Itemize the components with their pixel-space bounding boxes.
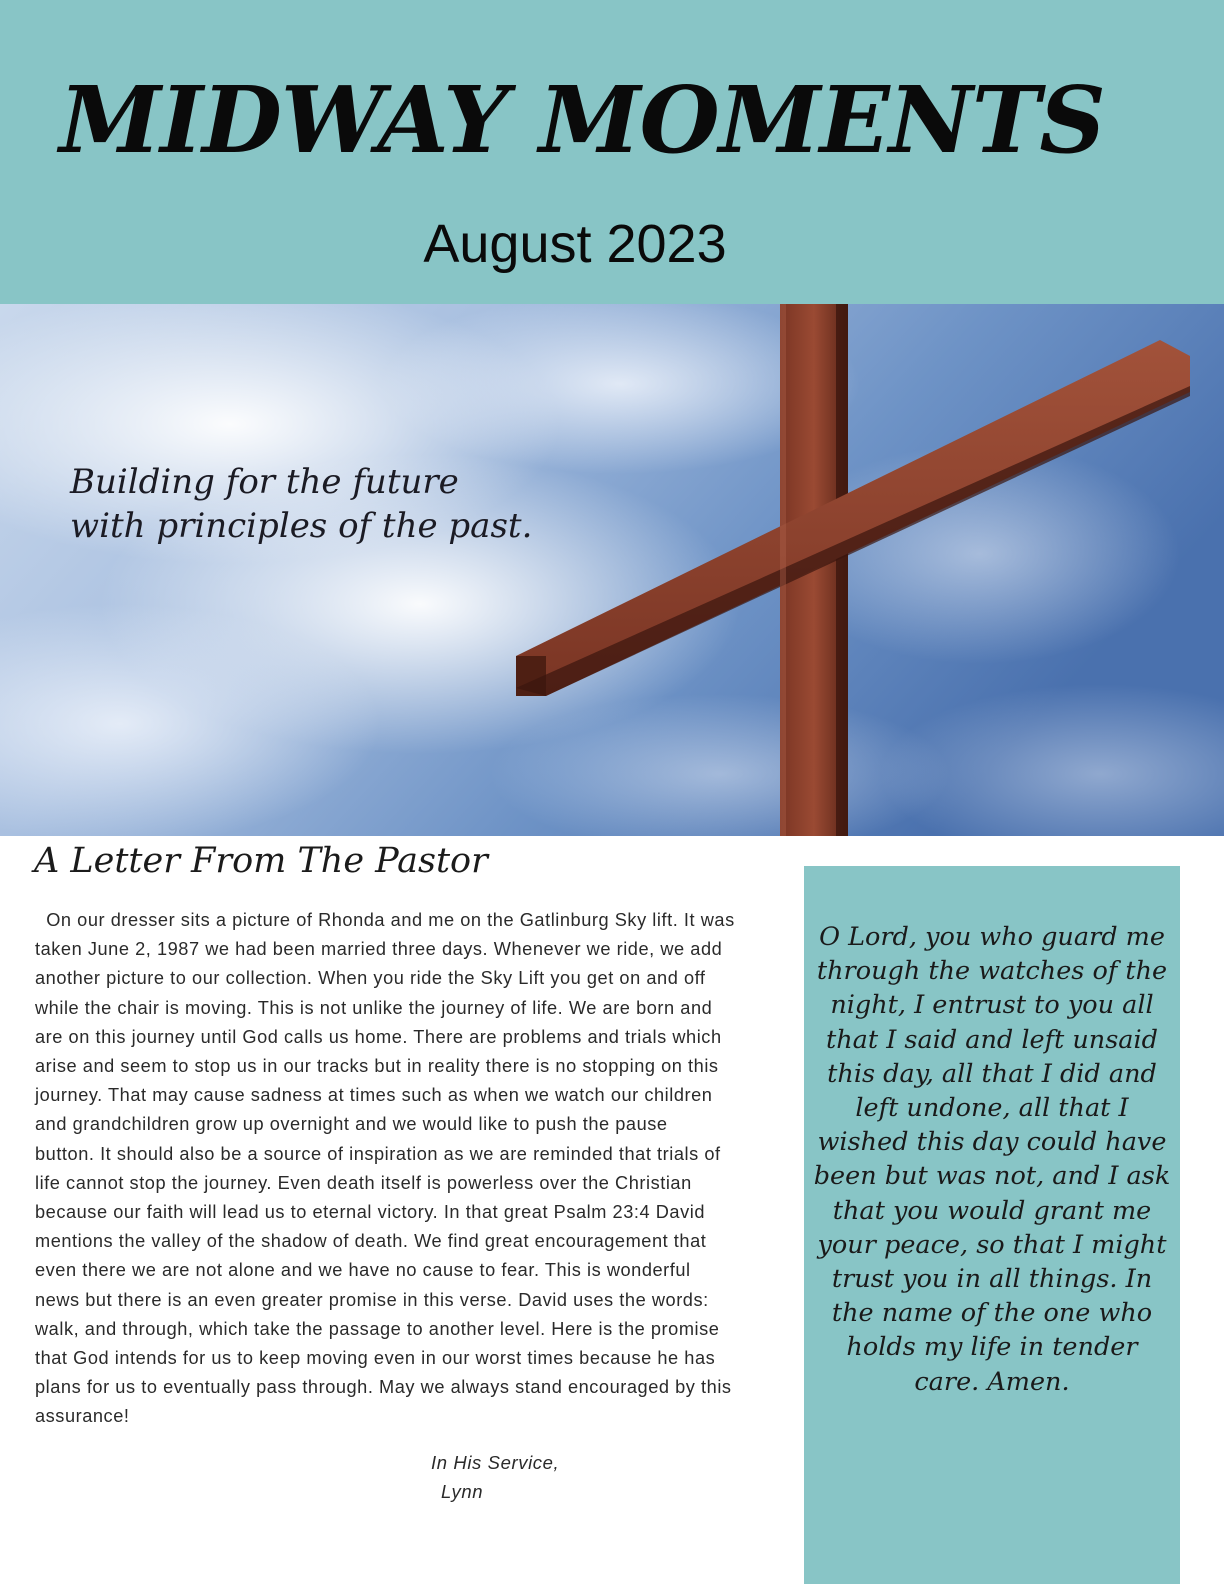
prayer-line: that I said and left unsaid	[826, 1024, 1158, 1055]
prayer-line: wished this day could have	[817, 1127, 1167, 1158]
issue-date: August 2023	[423, 214, 727, 274]
prayer-line: holds my life in tender	[846, 1332, 1138, 1363]
letter-line: mentions the valley of the shadow of death. We find great encouragement that	[35, 1231, 707, 1252]
letter-line: life cannot stop the journey. Even death itself is powerless over the Christian	[35, 1172, 692, 1193]
prayer-line: trust you in all things. In	[831, 1264, 1153, 1295]
letter-heading: A Letter From The Pastor	[34, 841, 488, 881]
letter-line: walk, and through, which take the passage to another level. Here is the promise	[35, 1318, 720, 1339]
newsletter-title: MIDWAY MOMENTS	[59, 66, 1105, 174]
prayer-line: been but was not, and I ask	[813, 1161, 1171, 1192]
letter-line: even there we are not alone and we have no cause to fear. This is wonderful	[35, 1260, 691, 1281]
prayer-line: that you would grant me	[832, 1195, 1152, 1226]
hero-tagline	[70, 460, 532, 548]
signature-name: Lynn	[441, 1481, 484, 1502]
prayer-line: left undone, all that I	[855, 1093, 1129, 1124]
closing-phrase: In His Service,	[431, 1452, 560, 1473]
letter-line: assurance!	[35, 1406, 130, 1427]
prayer-line: the name of the one who	[831, 1298, 1153, 1329]
prayer-text	[804, 920, 1180, 1399]
letter-line: arise and seem to stop us in our tracks but in reality there is no stopping on this	[35, 1056, 719, 1077]
masthead-band	[0, 0, 1224, 304]
tagline-line: with principles of the past.	[70, 506, 533, 546]
letter-line: while the chair is moving. This is not unlike the journey of life. We are born and	[35, 997, 713, 1018]
hero-cross-image	[0, 304, 1224, 836]
letter-body	[35, 906, 801, 1432]
prayer-line: care. Amen.	[914, 1366, 1070, 1397]
cross-sky-illustration	[0, 304, 1224, 836]
letter-signoff	[431, 1448, 559, 1506]
prayer-line: this day, all that I did and	[827, 1058, 1157, 1089]
letter-line: and grandchildren grow up overnight and we would like to push the pause	[35, 1114, 668, 1135]
letter-line: button. It should also be a source of inspiration as we are reminded that trials of	[35, 1143, 721, 1164]
letter-line: that God intends for us to keep moving even in our worst times because he has	[35, 1348, 716, 1369]
letter-line: On our dresser sits a picture of Rhonda and me on the Gatlinburg Sky lift. It was	[35, 910, 735, 930]
prayer-line: your peace, so that I might	[817, 1229, 1167, 1260]
prayer-line: through the watches of the	[816, 956, 1168, 987]
prayer-sidebar	[804, 866, 1180, 1584]
letter-line: are on this journey until God calls us home. There are problems and trials which	[35, 1026, 722, 1047]
letter-line: another picture to our collection. When you ride the Sky Lift you get on and off	[35, 968, 706, 989]
tagline-line: Building for the future	[70, 462, 459, 502]
letter-line: because our faith will lead us to eternal victory. In that great Psalm 23:4 David	[35, 1202, 705, 1223]
letter-line: plans for us to eventually pass through. May we always stand encouraged by this	[35, 1377, 732, 1398]
letter-line: journey. That may cause sadness at times such as when we watch our children	[35, 1085, 713, 1106]
prayer-line: night, I entrust to you all	[830, 990, 1154, 1021]
letter-line: taken June 2, 1987 we had been married three days. Whenever we ride, we add	[35, 939, 723, 960]
letter-line: news but there is an even greater promise in this verse. David uses the words:	[35, 1289, 709, 1310]
prayer-line: O Lord, you who guard me	[819, 922, 1165, 952]
